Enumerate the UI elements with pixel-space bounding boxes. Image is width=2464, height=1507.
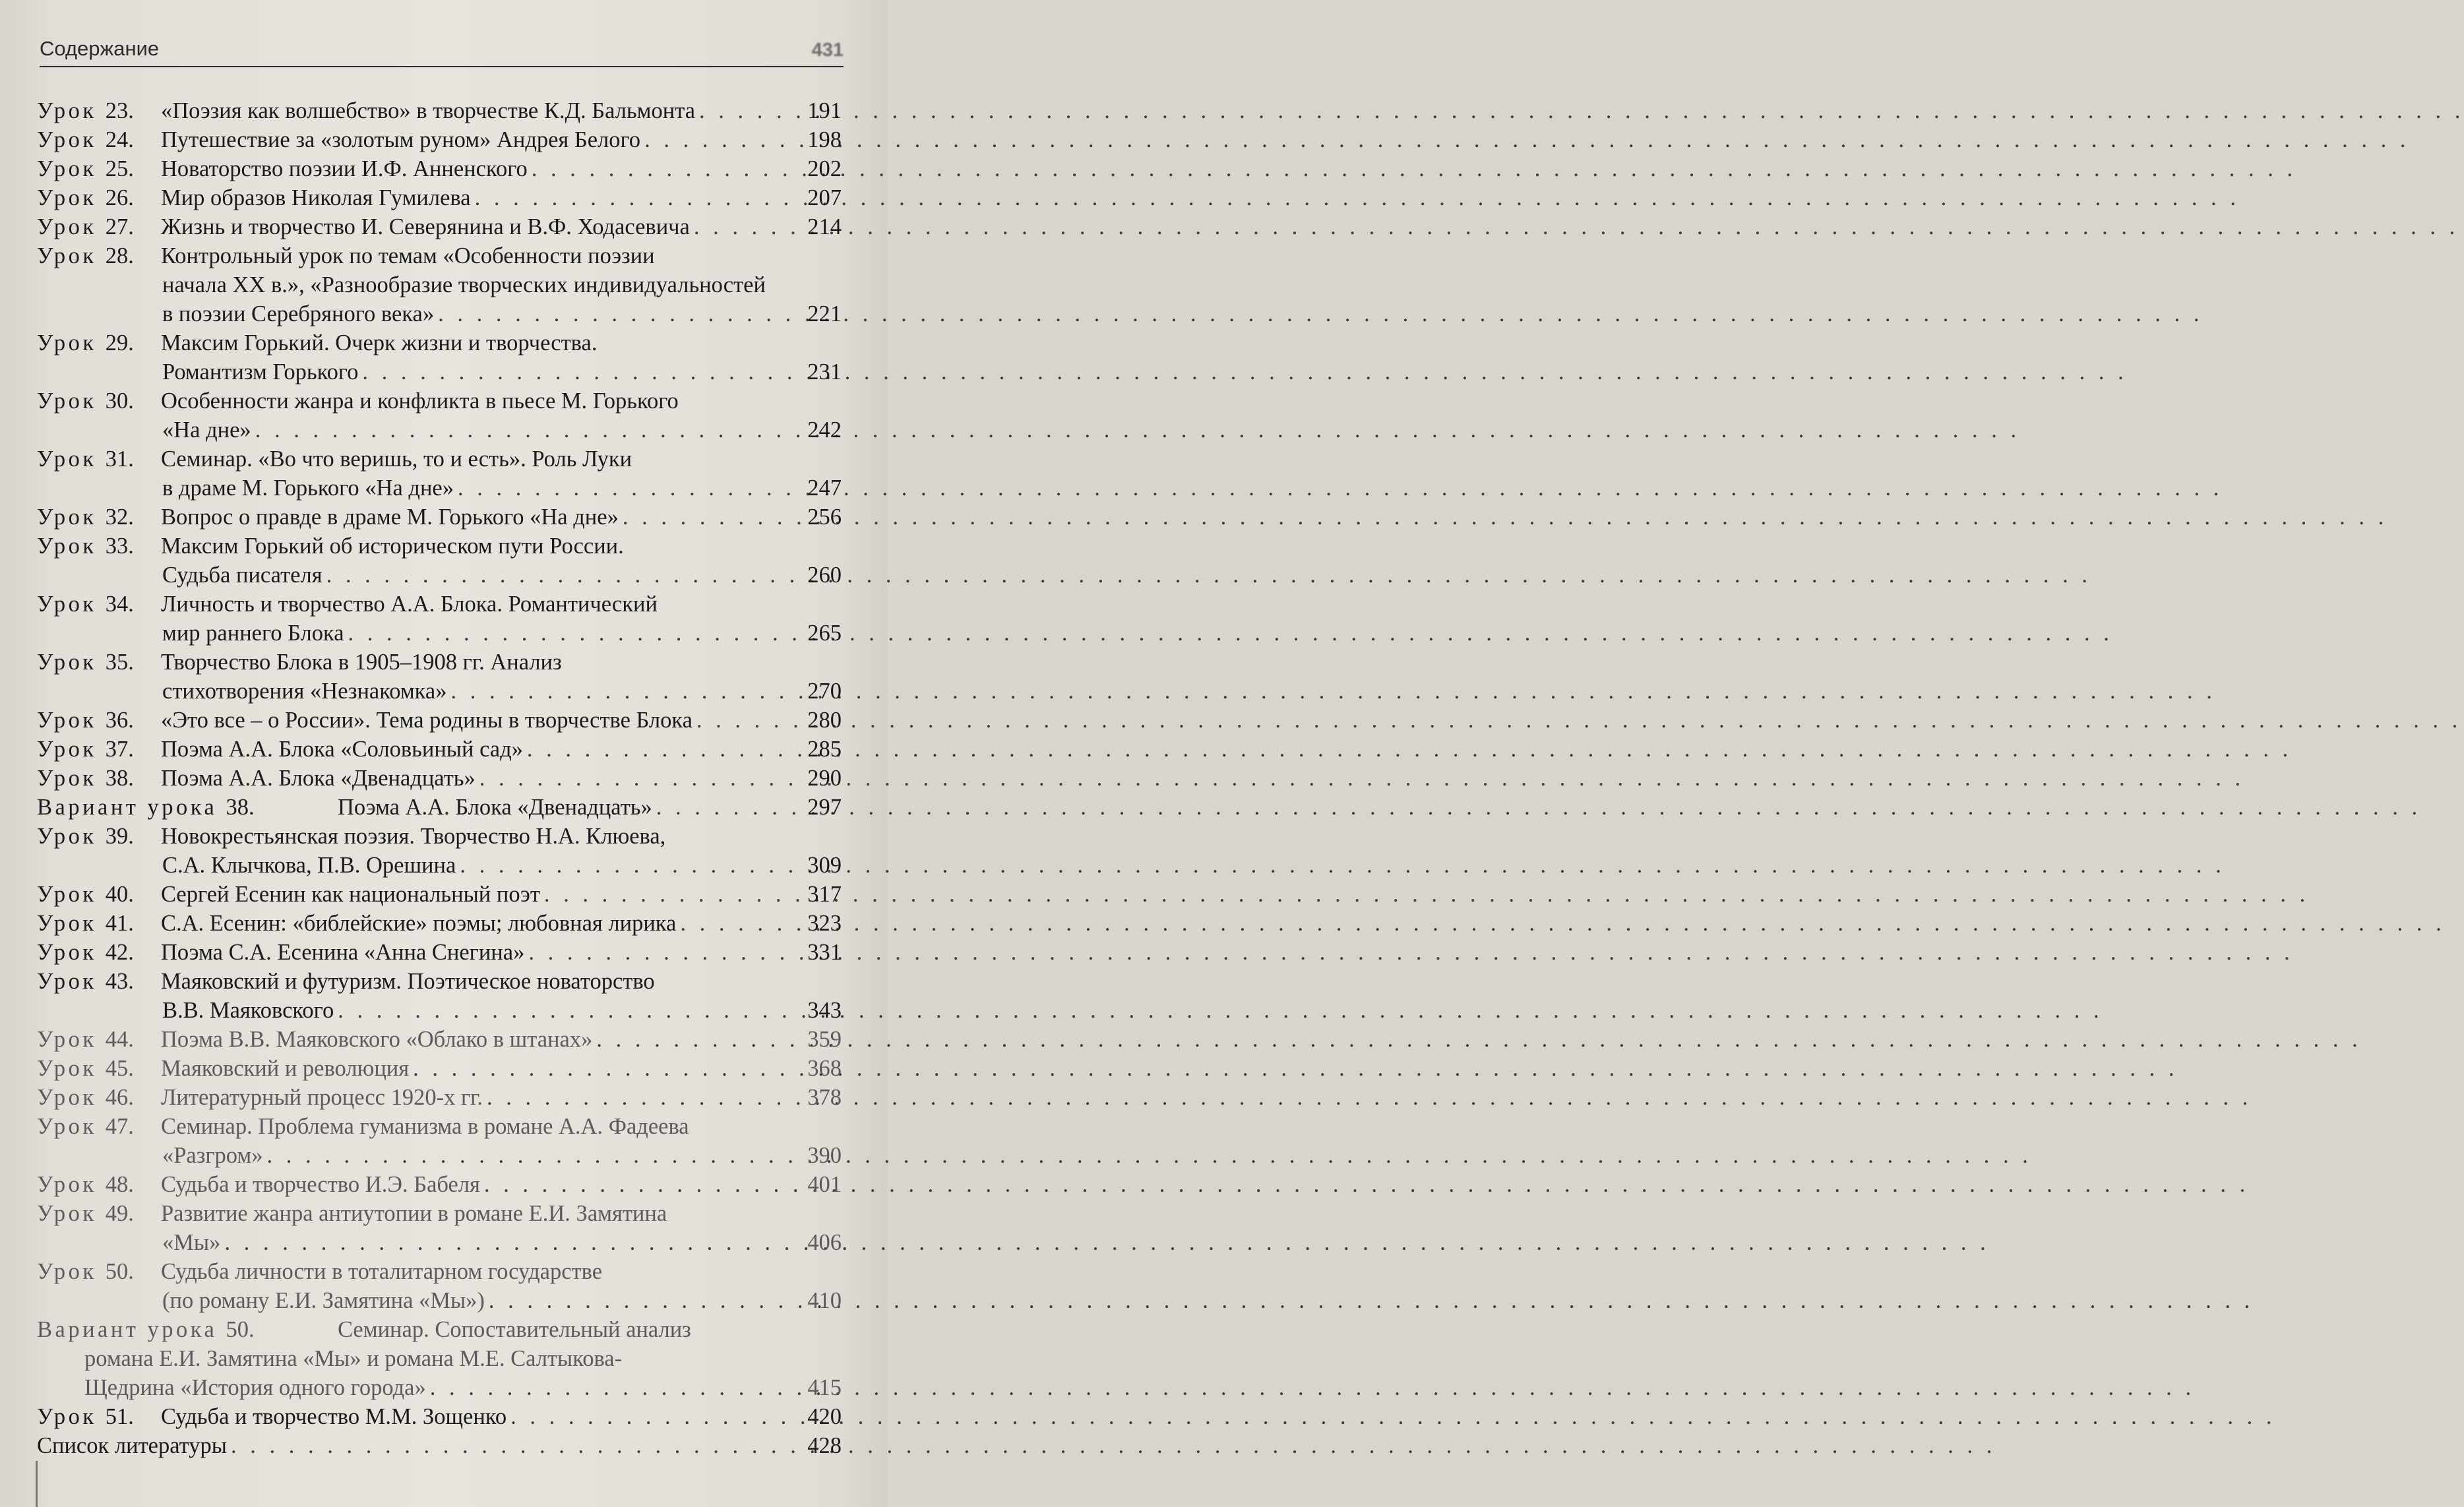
entry-title: Поэма В.В. Маяковского «Облако в штанах»	[161, 1027, 593, 1052]
dot-leader	[255, 415, 803, 445]
dot-leader	[489, 1286, 803, 1315]
lesson-word: Урок	[37, 127, 97, 152]
entry-title: Литературный процесс 1920-х гг.	[161, 1085, 483, 1110]
toc-line	[37, 677, 842, 706]
dot-leader	[696, 706, 803, 735]
lesson-word: Урок	[37, 592, 97, 617]
toc-line	[37, 938, 842, 967]
lesson-number: 45.	[105, 1056, 134, 1081]
page-number: 431	[811, 40, 844, 61]
entry-page-number: 297	[807, 795, 842, 820]
entry-title: Максим Горький. Очерк жизни и творчества.	[161, 330, 598, 355]
lesson-label	[37, 96, 161, 125]
toc-entry	[37, 386, 842, 445]
entry-title: Судьба и творчество М.М. Зощенко	[161, 1404, 507, 1429]
entry-page-number: 221	[807, 301, 842, 326]
toc-entry	[37, 590, 842, 648]
entry-title: Романтизм Горького	[162, 359, 359, 384]
entry-title: начала XX в.», «Разнообразие творческих индивидуальностей	[162, 272, 766, 297]
dot-leader	[596, 1025, 803, 1054]
lesson-label	[37, 1083, 161, 1112]
entry-page-number: 247	[807, 476, 842, 501]
toc-entry	[37, 154, 842, 183]
lesson-word: Урок	[37, 650, 97, 675]
toc-entry	[37, 503, 842, 532]
toc-line	[37, 532, 842, 561]
lesson-number: 36.	[105, 708, 134, 733]
entry-page-number: 290	[807, 766, 842, 791]
toc-line	[37, 1402, 842, 1431]
entry-page-number: 323	[807, 911, 842, 936]
entry-title: «Разгром»	[162, 1143, 263, 1168]
running-title: Содержание	[40, 37, 160, 60]
entry-page-number: 231	[807, 359, 842, 384]
lesson-number: 25.	[105, 156, 134, 181]
entry-title: Маяковский и футуризм. Поэтическое новаторство	[161, 969, 655, 994]
toc-line	[37, 474, 842, 503]
lesson-number: 32.	[105, 505, 134, 530]
toc-line	[37, 909, 842, 938]
lesson-number: 47.	[105, 1114, 134, 1139]
entry-title: «Поэзия как волшебство» в творчестве К.Д. Бальмонта	[161, 98, 696, 123]
entry-title: Семинар. Сопоставительный анализ	[338, 1317, 691, 1342]
toc-line	[37, 1373, 842, 1402]
entry-title: «Это все – о России». Тема родины в творчестве Блока	[161, 708, 693, 733]
entry-page-number: 406	[807, 1230, 842, 1255]
lesson-number: 50.	[226, 1317, 255, 1342]
toc-line	[37, 619, 842, 648]
lesson-number: 39.	[105, 824, 134, 849]
toc-entry	[37, 183, 842, 212]
toc-line	[37, 503, 842, 532]
entry-page-number: 368	[807, 1056, 842, 1081]
toc-entry	[37, 125, 842, 154]
toc-entry	[37, 1315, 842, 1402]
dot-leader	[231, 1431, 803, 1460]
entry-page-number: 285	[807, 737, 842, 762]
entry-page-number: 415	[807, 1375, 842, 1400]
lesson-word: Урок	[37, 505, 97, 530]
entry-page-number: 359	[807, 1027, 842, 1052]
lesson-number: 30.	[105, 388, 134, 414]
dot-leader	[430, 1373, 803, 1402]
lesson-label	[37, 445, 161, 474]
toc-line	[37, 996, 842, 1025]
entry-title: С.А. Есенин: «библейские» поэмы; любовная лирика	[161, 911, 677, 936]
lesson-word: Урок	[37, 1404, 97, 1429]
lesson-word: Урок	[37, 1259, 97, 1284]
lesson-number: 29.	[105, 330, 134, 355]
toc-line	[37, 154, 842, 183]
lesson-word: Урок	[37, 1085, 97, 1110]
lesson-label	[37, 125, 161, 154]
toc-line	[37, 1054, 842, 1083]
lesson-number: 26.	[105, 185, 134, 210]
entry-title: Особенности жанра и конфликта в пьесе М. Горького	[161, 388, 679, 414]
lesson-word: Вариант урока	[37, 795, 218, 820]
toc-entry	[37, 938, 842, 967]
entry-title: В.В. Маяковского	[162, 998, 334, 1023]
entry-page-number: 198	[807, 127, 842, 152]
lesson-label	[37, 241, 161, 270]
lesson-word: Урок	[37, 1056, 97, 1081]
toc-entry	[37, 1112, 842, 1170]
entry-title: Поэма А.А. Блока «Двенадцать»	[338, 795, 652, 820]
lesson-number: 50.	[105, 1259, 134, 1284]
toc-line	[37, 1315, 842, 1344]
toc-entry	[37, 909, 842, 938]
entry-title: (по роману Е.И. Замятина «Мы»)	[162, 1288, 485, 1313]
lesson-word: Урок	[37, 969, 97, 994]
lesson-number: 34.	[105, 592, 134, 617]
entry-title: Развитие жанра антиутопии в романе Е.И. Замятина	[161, 1201, 667, 1226]
dot-leader	[338, 996, 803, 1025]
lesson-label	[37, 648, 161, 677]
entry-page-number: 410	[807, 1288, 842, 1313]
dot-leader	[510, 1402, 803, 1431]
lesson-number: 28.	[105, 243, 134, 268]
toc-line	[37, 764, 842, 793]
toc-line	[37, 415, 842, 445]
dot-leader	[532, 154, 803, 183]
lesson-label	[37, 938, 161, 967]
entry-title: Личность и творчество А.А. Блока. Романтический	[161, 592, 658, 617]
toc-entry	[37, 648, 842, 706]
lesson-label	[37, 1170, 161, 1199]
lesson-label	[37, 764, 161, 793]
dot-leader	[224, 1228, 803, 1257]
entry-title: Судьба личности в тоталитарном государстве	[161, 1259, 603, 1284]
dot-leader	[484, 1170, 803, 1199]
toc-entry	[37, 706, 842, 735]
entry-title: Жизнь и творчество И. Северянина и В.Ф. Ходасевича	[161, 214, 690, 239]
lesson-label	[37, 706, 161, 735]
dot-leader	[544, 880, 803, 909]
toc-line	[37, 793, 842, 822]
dot-leader	[699, 96, 803, 125]
entry-page-number: 317	[807, 882, 842, 907]
toc-entry	[37, 967, 842, 1025]
entry-page-number: 256	[807, 505, 842, 530]
toc-entry	[37, 735, 842, 764]
toc-line	[37, 648, 842, 677]
toc-line	[37, 590, 842, 619]
entry-title: в драме М. Горького «На дне»	[162, 476, 454, 501]
toc-line	[37, 270, 842, 299]
toc-entry	[37, 445, 842, 503]
entry-page-number: 214	[807, 214, 842, 239]
entry-page-number: 265	[807, 621, 842, 646]
entry-page-number: 428	[807, 1433, 842, 1458]
book-page	[0, 0, 887, 1507]
toc-line	[37, 1170, 842, 1199]
lesson-word: Урок	[37, 911, 97, 936]
toc-entry	[37, 241, 842, 328]
toc-line	[37, 1344, 842, 1373]
lesson-label	[37, 532, 161, 561]
toc-line	[37, 299, 842, 328]
dot-leader	[623, 503, 803, 532]
entry-title: «Мы»	[162, 1230, 221, 1255]
entry-title: в поэзии Серебряного века»	[162, 301, 435, 326]
toc-entry	[37, 1083, 842, 1112]
toc-line	[37, 357, 842, 386]
entry-page-number: 309	[807, 853, 842, 878]
lesson-word: Урок	[37, 214, 97, 239]
toc-entry	[37, 1054, 842, 1083]
toc-line	[37, 967, 842, 996]
dot-leader	[460, 851, 803, 880]
lesson-number: 43.	[105, 969, 134, 994]
running-header	[40, 34, 844, 67]
entry-title: Поэма С.А. Есенина «Анна Снегина»	[161, 940, 525, 965]
lesson-label	[37, 735, 161, 764]
dot-leader	[458, 474, 803, 503]
entry-title: Семинар. Проблема гуманизма в романе А.А. Фадеева	[161, 1114, 689, 1139]
dot-leader	[348, 619, 803, 648]
toc-line	[37, 1431, 842, 1460]
entry-page-number: 202	[807, 156, 842, 181]
dot-leader	[656, 793, 803, 822]
toc-entry	[37, 532, 842, 590]
toc-entry	[37, 1431, 842, 1460]
toc-line	[37, 822, 842, 851]
lesson-label	[37, 503, 161, 532]
entry-title: мир раннего Блока	[162, 621, 344, 646]
entry-page-number: 420	[807, 1404, 842, 1429]
entry-title: стихотворения «Незнакомка»	[162, 679, 447, 704]
toc-entry	[37, 96, 842, 125]
lesson-label	[37, 1199, 161, 1228]
lesson-number: 38.	[226, 795, 255, 820]
dot-leader	[528, 938, 803, 967]
entry-title: Поэма А.А. Блока «Соловьиный сад»	[161, 737, 523, 762]
toc-line	[37, 1257, 842, 1286]
lesson-number: 40.	[105, 882, 134, 907]
entry-page-number: 378	[807, 1085, 842, 1110]
dot-leader	[694, 212, 803, 241]
lesson-word: Урок	[37, 1114, 97, 1139]
lesson-word: Урок	[37, 882, 97, 907]
lesson-label	[37, 386, 161, 415]
lesson-label	[37, 793, 338, 822]
lesson-number: 38.	[105, 766, 134, 791]
lesson-word: Урок	[37, 98, 97, 123]
lesson-number: 33.	[105, 534, 134, 559]
entry-title: Путешествие за «золотым руном» Андрея Белого	[161, 127, 641, 152]
entry-page-number: 270	[807, 679, 842, 704]
lesson-number: 51.	[105, 1404, 134, 1429]
entry-title: Вопрос о правде в драме М. Горького «На дне»	[161, 505, 619, 530]
dot-leader	[680, 909, 803, 938]
toc-entry	[37, 1257, 842, 1315]
toc-line	[37, 1083, 842, 1112]
dot-leader	[527, 735, 803, 764]
toc-entry	[37, 793, 842, 822]
lesson-word: Вариант урока	[37, 1317, 218, 1342]
toc-entry	[37, 212, 842, 241]
lesson-label	[37, 590, 161, 619]
lesson-word: Урок	[37, 824, 97, 849]
entry-title: «На дне»	[162, 417, 251, 443]
entry-title: Новаторство поэзии И.Ф. Анненского	[161, 156, 528, 181]
entry-page-number: 280	[807, 708, 842, 733]
lesson-number: 41.	[105, 911, 134, 936]
toc-line	[37, 1025, 842, 1054]
entry-page-number: 260	[807, 563, 842, 588]
lesson-label	[37, 328, 161, 357]
lesson-word: Урок	[37, 766, 97, 791]
dot-leader	[413, 1054, 803, 1083]
lesson-number: 31.	[105, 446, 134, 472]
lesson-word: Урок	[37, 737, 97, 762]
toc-line	[37, 183, 842, 212]
lesson-word: Урок	[37, 940, 97, 965]
table-of-contents	[37, 96, 842, 1460]
lesson-number: 37.	[105, 737, 134, 762]
lesson-number: 48.	[105, 1172, 134, 1197]
entry-title: Новокрестьянская поэзия. Творчество Н.А. Клюева,	[161, 824, 666, 849]
entry-title: Сергей Есенин как национальный поэт	[161, 882, 540, 907]
dot-leader	[475, 183, 803, 212]
lesson-word: Урок	[37, 330, 97, 355]
dot-leader	[362, 357, 803, 386]
lesson-label	[37, 212, 161, 241]
toc-line	[37, 880, 842, 909]
toc-entry	[37, 328, 842, 386]
entry-title: Мир образов Николая Гумилева	[161, 185, 471, 210]
lesson-word: Урок	[37, 534, 97, 559]
dot-leader	[479, 764, 803, 793]
entry-page-number: 207	[807, 185, 842, 210]
lesson-word: Урок	[37, 243, 97, 268]
lesson-number: 27.	[105, 214, 134, 239]
toc-line	[37, 1199, 842, 1228]
entry-title: Маяковский и революция	[161, 1056, 410, 1081]
lesson-word: Урок	[37, 708, 97, 733]
lesson-label	[37, 909, 161, 938]
toc-line	[37, 1112, 842, 1141]
toc-line	[37, 212, 842, 241]
lesson-label	[37, 154, 161, 183]
entry-title: Список литературы	[37, 1433, 227, 1458]
lesson-label	[37, 1257, 161, 1286]
entry-title: Судьба писателя	[162, 563, 323, 588]
lesson-word: Урок	[37, 1027, 97, 1052]
toc-line	[37, 1286, 842, 1315]
entry-title: Щедрина «История одного города»	[84, 1375, 426, 1400]
entry-title: Контрольный урок по темам «Особенности поэзии	[161, 243, 655, 268]
lesson-number: 35.	[105, 650, 134, 675]
toc-entry	[37, 1170, 842, 1199]
lesson-label	[37, 1112, 161, 1141]
toc-entry	[37, 1402, 842, 1431]
dot-leader	[644, 125, 803, 154]
toc-line	[37, 386, 842, 415]
lesson-word: Урок	[37, 1201, 97, 1226]
lesson-label	[37, 822, 161, 851]
entry-page-number: 191	[807, 98, 842, 123]
toc-entry	[37, 764, 842, 793]
entry-page-number: 242	[807, 417, 842, 443]
entry-page-number: 331	[807, 940, 842, 965]
toc-line	[37, 1228, 842, 1257]
lesson-label	[37, 1315, 338, 1344]
toc-line	[37, 328, 842, 357]
lesson-word: Урок	[37, 1172, 97, 1197]
toc-entry	[37, 880, 842, 909]
dot-leader	[438, 299, 803, 328]
entry-page-number: 343	[807, 998, 842, 1023]
lesson-label	[37, 1025, 161, 1054]
toc-entry	[37, 1025, 842, 1054]
lesson-number: 49.	[105, 1201, 134, 1226]
toc-entry	[37, 822, 842, 880]
lesson-number: 44.	[105, 1027, 134, 1052]
entry-title: Поэма А.А. Блока «Двенадцать»	[161, 766, 476, 791]
entry-title: С.А. Клычкова, П.В. Орешина	[162, 853, 456, 878]
lesson-number: 46.	[105, 1085, 134, 1110]
toc-entry	[37, 1199, 842, 1257]
entry-title: Судьба и творчество И.Э. Бабеля	[161, 1172, 480, 1197]
lesson-label	[37, 880, 161, 909]
lesson-number: 23.	[105, 98, 134, 123]
toc-line	[37, 706, 842, 735]
lesson-word: Урок	[37, 446, 97, 472]
lesson-number: 42.	[105, 940, 134, 965]
lesson-label	[37, 967, 161, 996]
entry-page-number: 390	[807, 1143, 842, 1168]
toc-line	[37, 241, 842, 270]
margin-mark	[36, 1461, 38, 1507]
lesson-label	[37, 1402, 161, 1431]
toc-line	[37, 561, 842, 590]
entry-title: Семинар. «Во что веришь, то и есть». Роль Луки	[161, 446, 632, 472]
dot-leader	[451, 677, 804, 706]
entry-title: Максим Горький об историческом пути России.	[161, 534, 624, 559]
dot-leader	[487, 1083, 803, 1112]
toc-line	[37, 445, 842, 474]
dot-leader	[326, 561, 803, 590]
entry-page-number: 401	[807, 1172, 842, 1197]
entry-title: Творчество Блока в 1905–1908 гг. Анализ	[161, 650, 562, 675]
entry-title: романа Е.И. Замятина «Мы» и романа М.Е. Салтыкова-	[84, 1346, 623, 1371]
toc-line	[37, 125, 842, 154]
lesson-word: Урок	[37, 388, 97, 414]
toc-line	[37, 735, 842, 764]
lesson-word: Урок	[37, 185, 97, 210]
lesson-label	[37, 1054, 161, 1083]
lesson-label	[37, 183, 161, 212]
lesson-number: 24.	[105, 127, 134, 152]
lesson-word: Урок	[37, 156, 97, 181]
toc-line	[37, 1141, 842, 1170]
toc-line	[37, 96, 842, 125]
toc-line	[37, 851, 842, 880]
dot-leader	[266, 1141, 803, 1170]
